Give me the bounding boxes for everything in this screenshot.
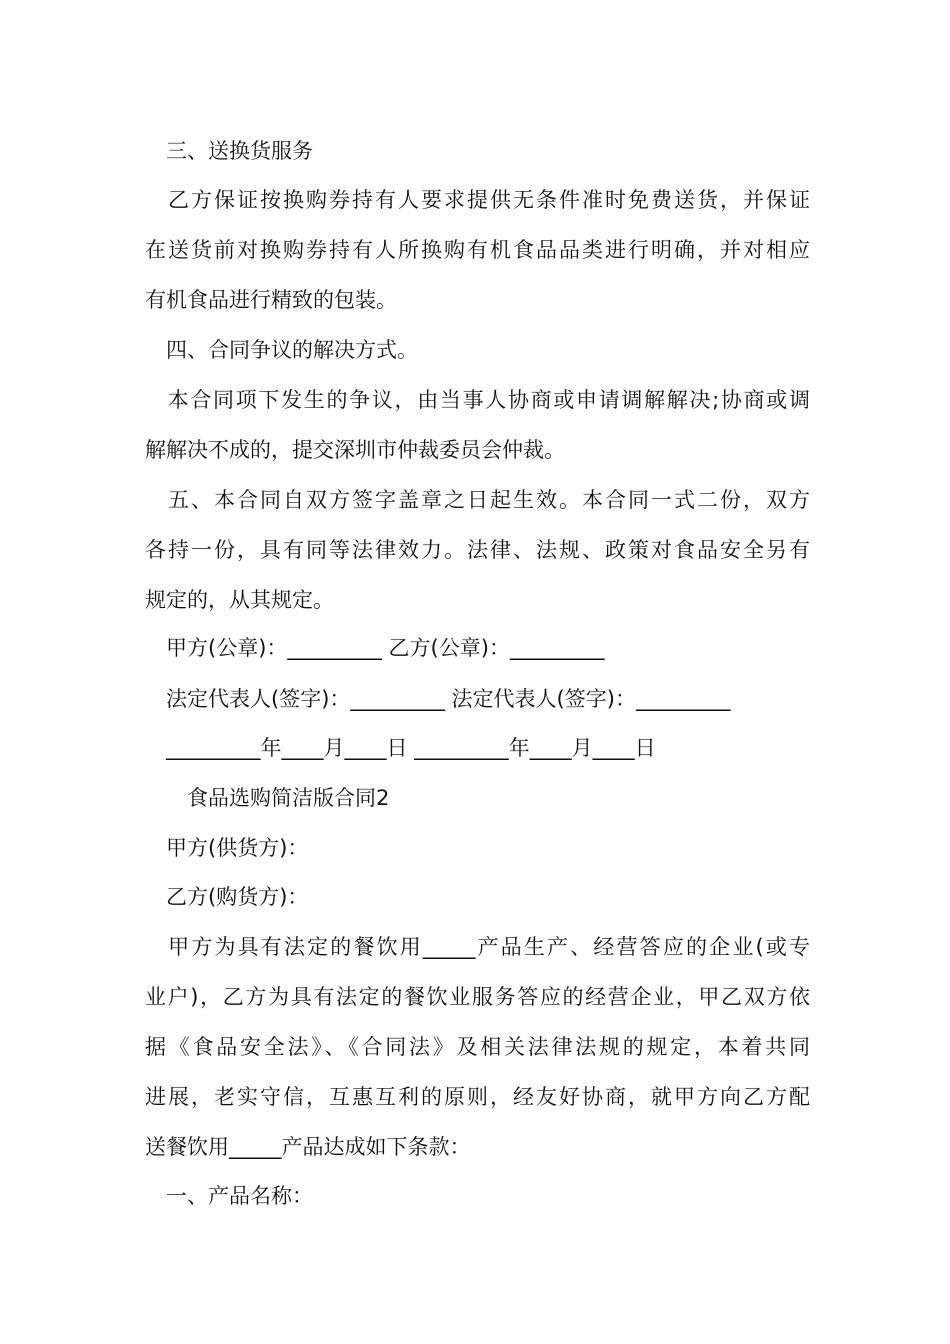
party-a-line: 甲方(供货方)：: [145, 836, 309, 860]
paragraph-line: 在送货前对换购券持有人所换购有机食品品类进行明确，并对相应: [145, 238, 810, 262]
paragraph-line: 本合同项下发生的争议，由当事人协商或申请调解解决;协商或调: [145, 388, 810, 412]
paragraph-line: 有机食品进行精致的包装。: [145, 288, 397, 312]
paragraph-line: 甲方为具有法定的餐饮用_____产品生产、经营答应的企业(或专: [145, 935, 810, 959]
paragraph-line: 各持一份，具有同等法律效力。法律、法规、政策对食品安全另有: [145, 538, 810, 562]
party-b-line: 乙方(购货方)：: [145, 885, 309, 909]
date-line: _________年____月____日 _________年____月____日: [145, 736, 656, 760]
section-heading-1: 一、产品名称：: [145, 1184, 313, 1208]
paragraph-line: 进展，老实守信，互惠互利的原则，经友好协商，就甲方向乙方配: [145, 1085, 810, 1109]
section-heading-3: 三、送换货服务: [145, 139, 313, 163]
signature-line-representative: 法定代表人(签字)：_________ 法定代表人(签字)：_________: [145, 687, 731, 711]
signature-line-seal: 甲方(公章)：_________ 乙方(公章)：_________: [145, 636, 605, 660]
paragraph-line: 业户)，乙方为具有法定的餐饮业服务答应的经营企业，甲乙双方依: [145, 985, 810, 1009]
paragraph-line: 乙方保证按换购券持有人要求提供无条件准时免费送货，并保证: [145, 188, 810, 212]
paragraph-line: 据《食品安全法》、《合同法》及相关法律法规的规定，本着共同: [145, 1035, 810, 1059]
paragraph-line: 送餐饮用_____产品达成如下条款：: [145, 1135, 471, 1159]
paragraph-line: 规定的，从其规定。: [145, 588, 334, 612]
contract-title: 食品选购简洁版合同2: [145, 786, 390, 810]
paragraph-line: 五、本合同自双方签字盖章之日起生效。本合同一式二份，双方: [145, 488, 810, 512]
paragraph-line: 解解决不成的，提交深圳市仲裁委员会仲裁。: [145, 438, 565, 462]
section-heading-4: 四、合同争议的解决方式。: [145, 338, 418, 362]
